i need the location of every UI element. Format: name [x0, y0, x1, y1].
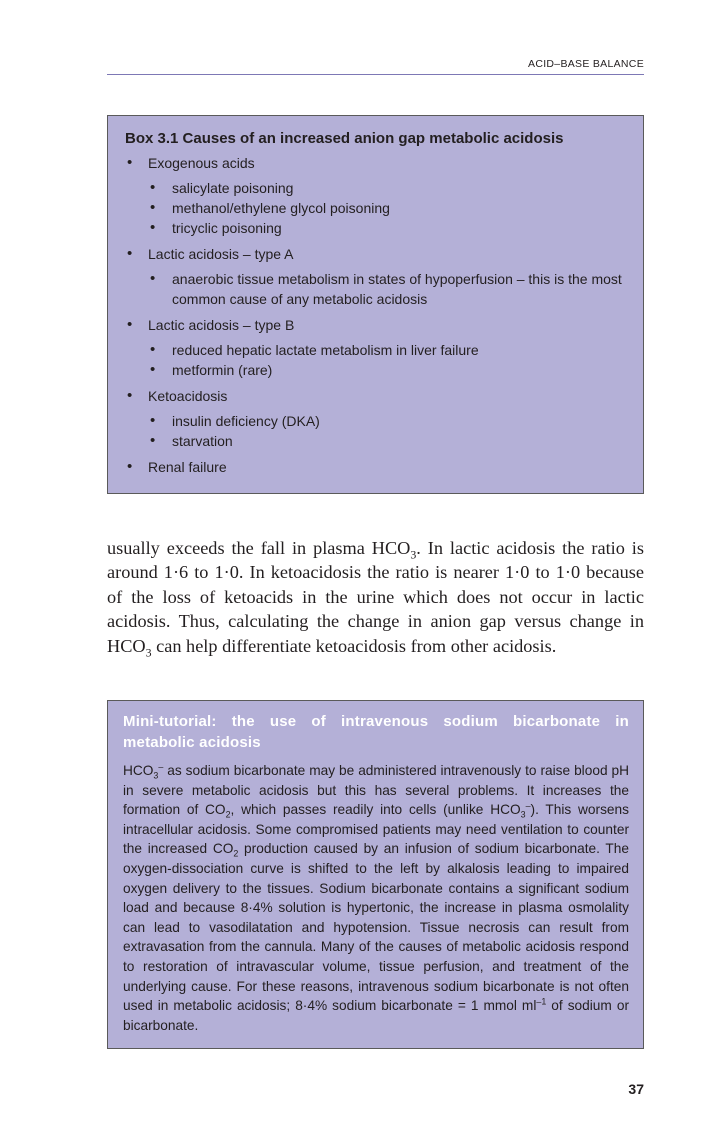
- superscript: –1: [536, 996, 547, 1007]
- mini-tutorial-title: Mini-tutorial: the use of intravenous sodium bicarbonate in metabolic acidosis: [123, 713, 629, 751]
- tutorial-text-segment: ). This worsens intracellular acidosis. Some compromised patients may need ventilation to counter the increased CO: [123, 802, 630, 857]
- sub-list-item: • salicylate poisoning: [148, 178, 643, 198]
- page-number: 37: [628, 1081, 644, 1097]
- causes-list: [125, 153, 643, 477]
- mini-tutorial-box: [107, 700, 644, 1049]
- box-3-1: [107, 115, 644, 494]
- superscript: –: [158, 761, 164, 772]
- running-head: ACID–BASE BALANCE: [528, 58, 644, 70]
- superscript: –: [525, 800, 531, 811]
- tutorial-text-segment: production caused by an infusion of sodium bicarbonate. The oxygen-dissociation curve is shifted to the left by alkalosis leading to impaired oxygen delivery to the tissues. Sodium bicarbonate contains a significant sodium load and because 8·4% solution is hypertonic, the increase in plasma osmolality can lead to vasodilatation and hypotension. Tissue necrosis can result from extravasation from the cannula. Many of the causes of metabolic acidosis respond to restoration of intravascular volume, tissue perfusion, and treatment of the underlying cause. For these reasons, intravenous sodium bicarbonate is not often used in metabolic acidosis; 8·4% sodium bicarbonate = 1 mmol ml: [123, 841, 630, 1014]
- list-item: [125, 315, 643, 380]
- body-text-segment: can help differentiate ketoacidosis from other acidosis.: [151, 635, 557, 656]
- sub-list: [148, 340, 643, 380]
- sub-list-item: • tricyclic poisoning: [148, 218, 643, 238]
- tutorial-text-segment: as sodium bicarbonate may be administered intravenously to raise blood pH in severe metabolic acidosis but this has several problems. It increases the formation of CO: [123, 763, 629, 818]
- subscript: 2: [233, 849, 239, 860]
- box-3-1-title: Box 3.1 Causes of an increased anion gap metabolic acidosis: [125, 130, 564, 147]
- cause-label: • Renal failure: [148, 459, 227, 475]
- sub-list: [148, 269, 643, 309]
- subscript: 3: [520, 809, 526, 820]
- body-text-segment: usually exceeds the fall in plasma HCO: [107, 538, 411, 558]
- tutorial-text-segment: , which passes readily into cells (unlike HCO: [230, 802, 521, 818]
- tutorial-text-segment: of sodium or bicarbonate.: [123, 998, 629, 1033]
- list-item: [125, 457, 643, 477]
- sub-list-item: • anaerobic tissue metabolism in states of hypoperfusion – this is the most common cause of any metabolic acidosis: [148, 269, 643, 309]
- cause-label: • Ketoacidosis: [148, 388, 228, 404]
- sub-list-item: • metformin (rare): [148, 360, 643, 380]
- subscript: 3: [145, 645, 152, 660]
- sub-list-item: • starvation: [148, 431, 643, 451]
- sub-list-item: • methanol/ethylene glycol poisoning: [148, 198, 643, 218]
- cause-label: • Lactic acidosis – type A: [148, 246, 294, 262]
- list-item: [125, 153, 643, 238]
- cause-label: • Lactic acidosis – type B: [148, 317, 295, 333]
- subscript: 3: [410, 547, 417, 562]
- list-item: [125, 244, 643, 309]
- header-rule: [107, 74, 644, 75]
- sub-list: [148, 411, 643, 451]
- subscript: 2: [225, 809, 231, 820]
- sub-list-item: • insulin deficiency (DKA): [148, 411, 643, 431]
- sub-list: [148, 178, 643, 238]
- tutorial-text-segment: HCO: [123, 763, 154, 778]
- body-text-segment: . In lactic acidosis the ratio is around 1·6 to 1·0. In ketoacidosis the ratio is nearer 1·0 to 1·0 because of the loss of ketoacids in the urine which does not occur in lactic acidosis. Thus, calculating the change in anion gap versus change in HCO: [107, 538, 644, 656]
- mini-tutorial-body: [123, 761, 629, 1035]
- body-paragraph: [107, 536, 644, 658]
- sub-list-item: • reduced hepatic lactate metabolism in liver failure: [148, 340, 643, 360]
- subscript: 3: [153, 770, 159, 781]
- list-item: [125, 386, 643, 451]
- cause-label: • Exogenous acids: [148, 155, 255, 171]
